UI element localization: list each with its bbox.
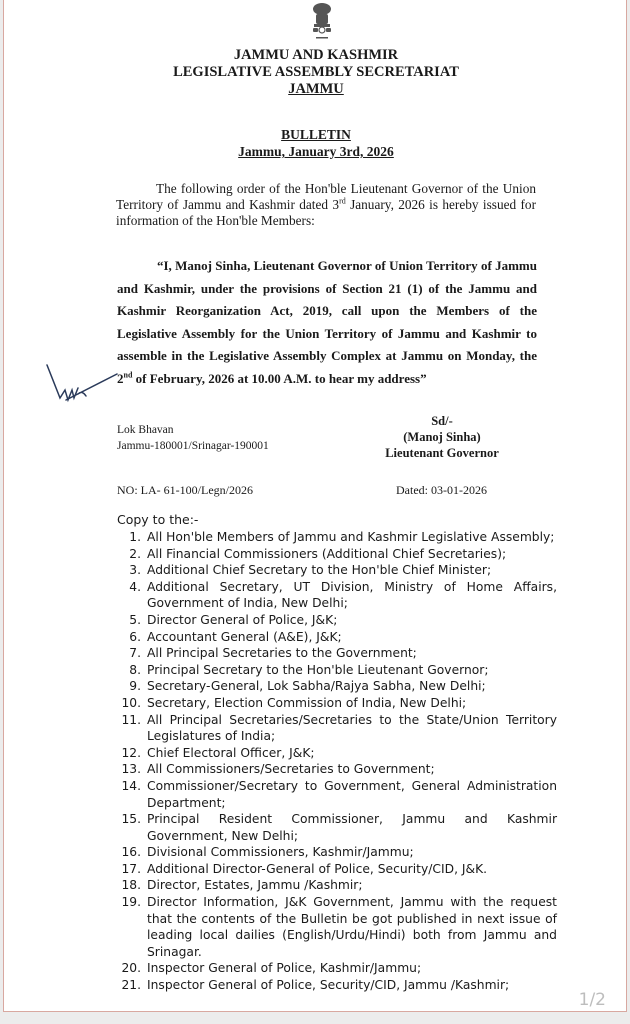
reference-date: Dated: 03-01-2026 [396,483,487,497]
address-line-1: Lok Bhavan [117,424,174,436]
list-item: 4. Additional Secretary, UT Division, Ministry of Home Affairs, Government of India, New Delhi; [129,579,557,611]
list-item: 14. Commissioner/Secretary to Government, General Administration Department; [121,778,557,810]
intro-paragraph: The following order of the Hon'ble Lieutenant Governor of the Union Territory of Jammu and Kashmir dated 3rd January, 2026 is hereby issued for information of the Hon'ble Members: [116,181,536,228]
header-line-2: LEGISLATIVE ASSEMBLY SECRETARIAT [173,64,459,80]
list-item: 19. Director Information, J&K Government, Jammu with the request that the contents of the Bulletin be got published in next issue of leading local dailies (English/Urdu/Hindi) both from Jammu and Srinagar. [121,895,557,959]
governor-order: “I, Manoj Sinha, Lieutenant Governor of Union Territory of Jammu and Kashmir, under the provisions of Section 21 (1) of the Jammu and Kashmir Reorganization Act, 2019, call upon the Members of the Legislative Assembly for the Union Territory of Jammu and Kashmir to assemble in the Legislative Assembly Complex at Jammu on Monday, the 2nd of February, 2026 at 10.00 A.M. to hear my address” [117,258,537,386]
list-item: 2. All Financial Commissioners (Additional Chief Secretaries); [129,546,507,561]
reference-number: NO: LA- 61-100/Legn/2026 [117,483,253,497]
handwritten-signature-icon [42,360,122,420]
list-item: 16. Divisional Commissioners, Kashmir/Jammu; [121,845,414,860]
copy-to-list [117,529,557,994]
copy-to-title: Copy to the:- [117,512,199,527]
list-item: 10. Secretary, Election Commission of India, New Delhi; [121,695,467,710]
signature-name: (Manoj Sinha) [403,430,481,444]
list-item: 3. Additional Chief Secretary to the Hon'ble Chief Minister; [129,563,492,578]
page-indicator: 1/2 [578,990,606,1010]
list-item: 11. All Principal Secretaries/Secretaries to the State/Union Territory Legislatures of India; [121,712,557,744]
header-line-1: JAMMU AND KASHMIR [233,47,399,63]
list-item: 13. All Commissioners/Secretaries to Government; [121,762,435,777]
list-item: 20. Inspector General of Police, Kashmir/Jammu; [121,961,422,976]
list-item: 5. Director General of Police, J&K; [129,612,338,627]
list-item: 12. Chief Electoral Officer, J&K; [121,745,315,760]
signature-sd: Sd/- [431,414,453,428]
list-item: 9. Secretary-General, Lok Sabha/Rajya Sabha, New Delhi; [129,679,486,694]
list-item: 21. Inspector General of Police, Security/CID, Jammu /Kashmir; [121,978,510,993]
bulletin-date: Jammu, January 3rd, 2026 [238,144,394,159]
list-item: 17. Additional Director-General of Police, Security/CID, J&K. [121,861,488,876]
list-item: 6. Accountant General (A&E), J&K; [129,629,342,644]
header-line-3: JAMMU [288,81,344,97]
state-emblem-of-india-icon [307,2,337,42]
document-page [3,0,627,1012]
list-item: 15. Principal Resident Commissioner, Jammu and Kashmir Government, New Delhi; [121,812,557,843]
bulletin-title: BULLETIN [281,127,351,142]
list-item: 1. All Hon'ble Members of Jammu and Kashmir Legislative Assembly; [129,530,555,544]
list-item: 7. All Principal Secretaries to the Government; [129,646,417,661]
list-item: 18. Director, Estates, Jammu /Kashmir; [121,878,363,893]
list-item: 8. Principal Secretary to the Hon'ble Lieutenant Governor; [129,662,489,677]
address-line-2: Jammu-180001/Srinagar-190001 [117,440,269,452]
signature-designation: Lieutenant Governor [385,446,499,460]
